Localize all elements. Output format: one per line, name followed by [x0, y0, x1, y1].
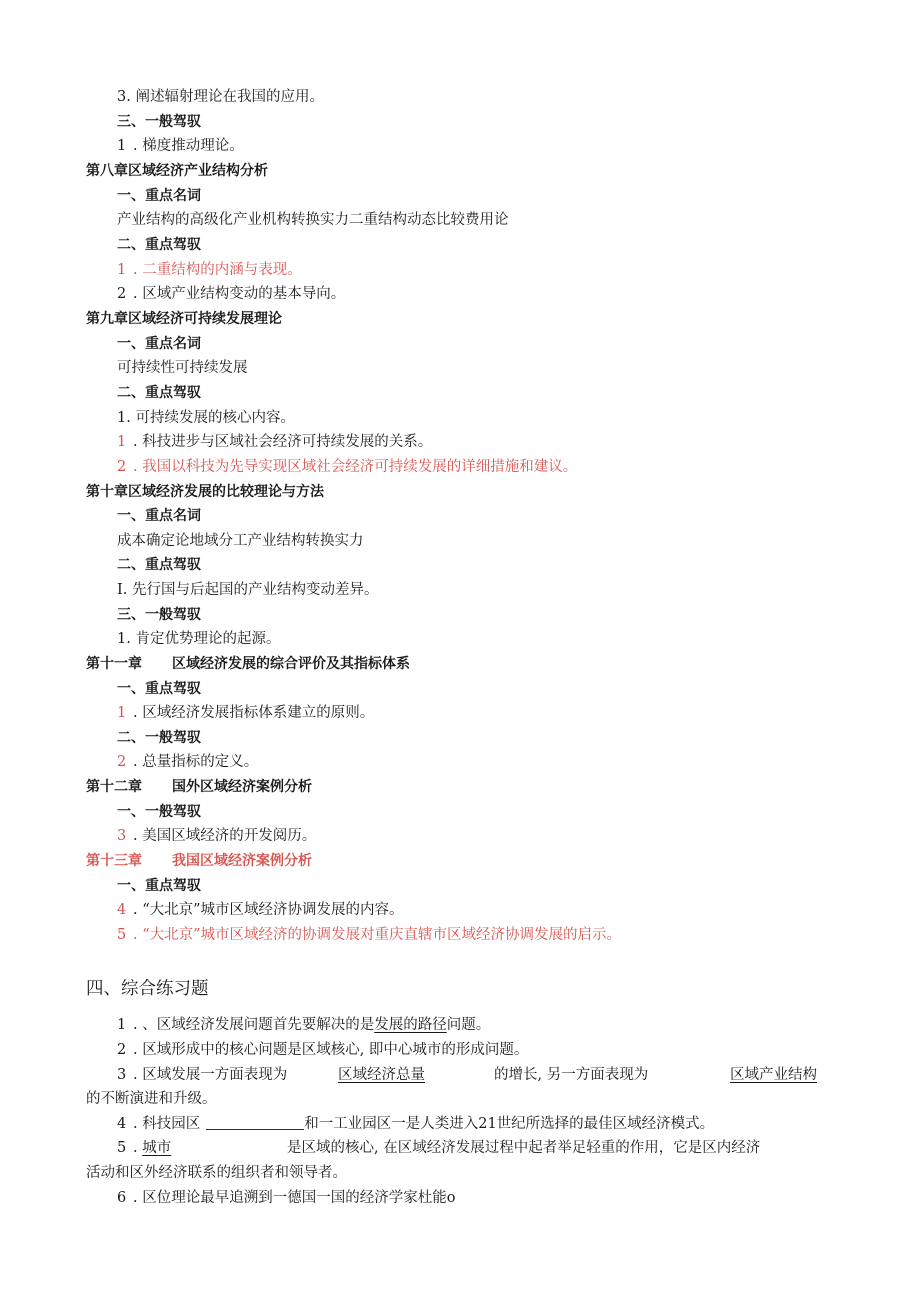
item-text: . 、区域经济发展问题首先要解决的是: [133, 1017, 375, 1033]
answer-blank: 区域经济总量: [338, 1067, 425, 1083]
item-text: . 区域产业结构变动的基本导向。: [133, 286, 346, 302]
item-number: 4: [117, 902, 127, 918]
key-terms: 成本确定论地域分工产业结构转换实力: [117, 533, 364, 549]
item-text: . 区域经济发展指标体系建立的原则。: [133, 705, 375, 721]
item-number: 6: [117, 1190, 127, 1206]
item-text: . 美国区域经济的开发阅历。: [133, 828, 317, 844]
chapter-title: 国外区域经济案例分析: [172, 779, 312, 795]
item-number: 5: [117, 1140, 127, 1156]
subheading: 一、一般驾驭: [117, 804, 201, 820]
subheading: 一、重点驾驭: [117, 878, 201, 894]
subheading: 一、重点名词: [117, 508, 201, 524]
answer-blank: 城市: [142, 1140, 172, 1156]
chapter-number: 第十二章: [86, 779, 142, 795]
subheading: 三、一般驾驭: [117, 114, 201, 130]
item-text: . “大北京”城市区域经济的协调发展对重庆直辖市区域经济协调发展的启示。: [133, 927, 622, 943]
item-text: . 二重结构的内涵与表现。: [133, 262, 302, 278]
exercise-item: [117, 1139, 171, 1157]
outline-item: 3. 阐述辐射理论在我国的应用。: [117, 89, 324, 105]
outline-item: [117, 261, 302, 279]
item-number: 3: [117, 1067, 127, 1083]
item-text: 问题。: [446, 1017, 491, 1033]
key-terms: 可持续性可持续发展: [117, 360, 248, 376]
item-text: 是区域的核心, 在区域经济发展过程中起者举足轻重的作用，它是区内经济: [287, 1140, 761, 1156]
outline-item: [117, 285, 345, 303]
chapter-title: 区域经济发展的综合评价及其指标体系: [172, 656, 410, 672]
key-terms: 产业结构的高级化产业机构转换实力二重结构动态比较费用论: [117, 212, 509, 228]
exercise-item: [117, 1041, 528, 1059]
chapter-number: 第十三章: [86, 853, 142, 869]
item-number: 1: [117, 705, 127, 721]
subheading: 一、重点名词: [117, 336, 201, 352]
item-text: . “大北京”城市区域经济协调发展的内容。: [133, 902, 404, 918]
item-number: 1: [117, 434, 127, 450]
subheading: 二、重点驾驭: [117, 385, 201, 401]
item-number: 4: [117, 1116, 127, 1132]
fill-blank: [206, 1115, 304, 1130]
item-number: 2: [117, 1042, 127, 1058]
chapter-heading: 第八章区域经济产业结构分析: [86, 163, 268, 179]
answer-blank: 发展的路径: [374, 1017, 447, 1033]
outline-item: [117, 433, 432, 451]
item-text: 的不断演进和升级。: [86, 1091, 217, 1107]
outline-item: [117, 704, 374, 722]
subheading: 一、重点驾驭: [117, 681, 201, 697]
outline-item: 1. 可持续发展的核心内容。: [117, 410, 295, 426]
item-number: 2: [117, 459, 127, 475]
subheading: 二、重点驾驭: [117, 557, 201, 573]
item-text: . 区位理论最早追溯到一德国一国的经济学家杜能o: [133, 1190, 456, 1206]
subheading: 一、重点名词: [117, 188, 201, 204]
chapter-heading: [86, 852, 312, 870]
outline-item: [117, 458, 577, 476]
item-text: . 科技园区: [133, 1116, 201, 1132]
item-text: 的增长, 另一方面表现为: [494, 1067, 649, 1083]
item-text: 和一工业园区一是人类进入21世纪所选择的最佳区域经济模式。: [304, 1116, 715, 1132]
item-text: . 我国以科技为先导实现区域社会经济可持续发展的详细措施和建议。: [133, 459, 578, 475]
item-text: . 区域发展一方面表现为: [133, 1067, 288, 1083]
chapter-heading: 第九章区域经济可持续发展理论: [86, 311, 282, 327]
section-title: 四、综合练习题: [86, 979, 209, 999]
item-text: . 科技进步与区域社会经济可持续发展的关系。: [133, 434, 433, 450]
outline-item: [117, 926, 621, 944]
item-number: 1: [117, 138, 127, 154]
item-number: 5: [117, 927, 127, 943]
outline-item: [117, 827, 316, 845]
exercise-item: [117, 1115, 714, 1133]
item-text: .: [133, 1140, 143, 1156]
item-number: 1: [117, 1017, 127, 1033]
subheading: 三、一般驾驭: [117, 607, 201, 623]
exercise-item: [117, 1066, 287, 1084]
outline-item: 1. 肯定优势理论的起源。: [117, 631, 281, 647]
chapter-title: 我国区域经济案例分析: [172, 853, 312, 869]
outline-item: [117, 753, 258, 771]
item-number: 1: [117, 262, 127, 278]
answer-blank: 区域产业结构: [730, 1067, 817, 1083]
outline-item: I. 先行国与后起国的产业结构变动差异。: [117, 582, 379, 598]
outline-item: [117, 137, 244, 155]
chapter-heading: [86, 655, 410, 673]
exercise-item: [117, 1189, 455, 1207]
chapter-number: 第十一章: [86, 656, 142, 672]
item-number: 2: [117, 286, 127, 302]
chapter-heading: 第十章区域经济发展的比较理论与方法: [86, 484, 324, 500]
chapter-heading: [86, 778, 312, 796]
item-number: 3: [117, 828, 127, 844]
item-text: . 总量指标的定义。: [133, 754, 259, 770]
item-text: . 梯度推动理论。: [133, 138, 244, 154]
item-number: 2: [117, 754, 127, 770]
item-text: 活动和区外经济联系的组织者和领导者。: [86, 1165, 347, 1181]
subheading: 二、一般驾驭: [117, 730, 201, 746]
item-text: . 区域形成中的核心问题是区域核心, 即中心城市的形成问题。: [133, 1042, 529, 1058]
exercise-item: [117, 1016, 490, 1034]
outline-item: [117, 901, 404, 919]
subheading: 二、重点驾驭: [117, 237, 201, 253]
